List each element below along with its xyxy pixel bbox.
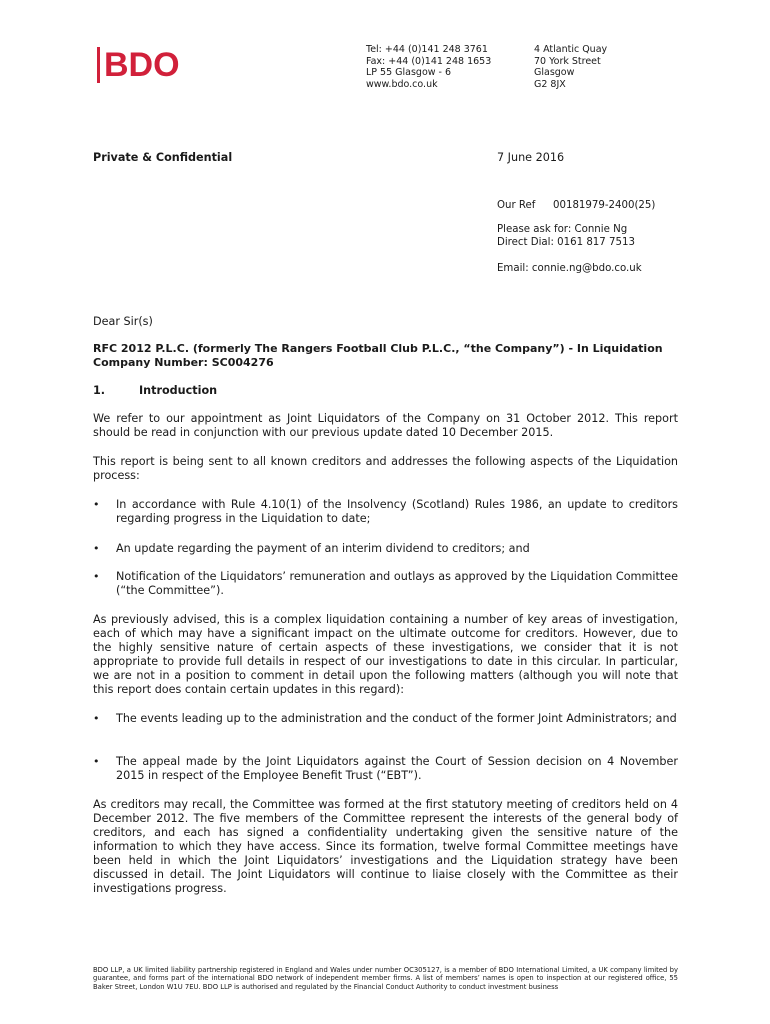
list-item-text: The events leading up to the administration and the conduct of the former Joint Administrators; and — [116, 712, 677, 725]
paragraph-appointment: We refer to our appointment as Joint Liquidators of the Company on 31 October 2012. This report should be read in conjunction with our previous update dated 10 December 2015. — [93, 412, 678, 439]
section-number: 1. — [93, 384, 106, 397]
bullet-icon: • — [93, 755, 100, 768]
email-address: Email: connie.ng@bdo.co.uk — [497, 263, 642, 274]
address-line: G2 8JX — [534, 78, 566, 90]
address-line: 70 York Street — [534, 55, 601, 67]
office-address — [534, 44, 607, 90]
list-item-text: In accordance with Rule 4.10(1) of the Insolvency (Scotland) Rules 1986, an update to creditors regarding progress in the Liquidation to date; — [116, 498, 678, 525]
bullet-icon: • — [93, 542, 100, 555]
contact-person: Please ask for: Connie Ng — [497, 224, 628, 235]
bullet-icon: • — [93, 498, 100, 511]
section-heading — [93, 384, 217, 398]
website: www.bdo.co.uk — [366, 78, 438, 90]
address-line: 4 Atlantic Quay — [534, 44, 608, 55]
salutation: Dear Sir(s) — [93, 315, 153, 328]
bullet-icon: • — [93, 570, 100, 583]
legal-post: LP 55 Glasgow - 6 — [366, 67, 452, 79]
address-line: Glasgow — [534, 67, 575, 79]
bdo-logo-text: BDO — [104, 46, 180, 84]
bullet-icon: • — [93, 712, 100, 725]
fax: Fax: +44 (0)141 248 1653 — [366, 55, 492, 67]
telephone: Tel: +44 (0)141 248 3761 — [366, 44, 488, 55]
list-item-text: An update regarding the payment of an interim dividend to creditors; and — [116, 542, 530, 555]
bdo-logo — [96, 45, 196, 85]
paragraph-committee: As creditors may recall, the Committee was formed at the first statutory meeting of creditors held on 4 December 2012. The five members of the Committee represent the interests of the general body of creditors, and each has signed a confidentiality undertaking given the sensitive nature of the information to which they have access. Since its formation, twelve formal Committee meetings have been held in which the Joint Liquidators’ investigations and the Liquidation strategy have been discussed in detail. The Joint Liquidators will continue to liaise closely with the Committee as their investigations progress. — [93, 798, 678, 895]
confidential-label: Private & Confidential — [93, 151, 233, 164]
bdo-logo-mark — [96, 45, 196, 85]
list-item-text: The appeal made by the Joint Liquidators against the Court of Session decision on 4 November 2015 in respect of the Employee Benefit Trust (“EBT”). — [116, 755, 678, 782]
direct-dial: Direct Dial: 0161 817 7513 — [497, 237, 635, 248]
letter-date: 7 June 2016 — [497, 151, 565, 164]
subject-line-2: Company Number: SC004276 — [93, 356, 274, 369]
legal-footer: BDO LLP, a UK limited liability partnership registered in England and Wales under number OC305127, is a member of BDO International Limited, a UK company limited by guarantee, and forms part of the international BDO network of independent member firms. A list of members’ names is open to inspection at our registered office, 55 Baker Street, London W1U 7EU. BDO LLP is authorised and regulated by the Financial Conduct Authority to conduct investment business — [93, 966, 678, 991]
section-title: Introduction — [139, 384, 218, 397]
subject-line-1: RFC 2012 P.L.C. (formerly The Rangers Football Club P.L.C., “the Company”) - In Liquidation — [93, 342, 663, 355]
ref-label: Our Ref — [497, 200, 536, 211]
paragraph-investigations: As previously advised, this is a complex liquidation containing a number of key areas of investigation, each of which may have a significant impact on the ultimate outcome for creditors. However, due to the highly sensitive nature of certain aspects of these investigations, we consider that it is not appropriate to provide full details in respect of our investigations to date in this circular. In particular, we are not in a position to comment in detail upon the following matters (although you will note that this report does contain certain updates in this regard): — [93, 613, 678, 696]
list-item-text: Notification of the Liquidators’ remuneration and outlays as approved by the Liquidation Committee (“the Committee”). — [116, 570, 678, 597]
ref-value: 00181979-2400(25) — [553, 200, 656, 211]
paragraph-scope: This report is being sent to all known creditors and addresses the following aspects of the Liquidation process: — [93, 455, 678, 482]
contact-block — [366, 44, 491, 90]
